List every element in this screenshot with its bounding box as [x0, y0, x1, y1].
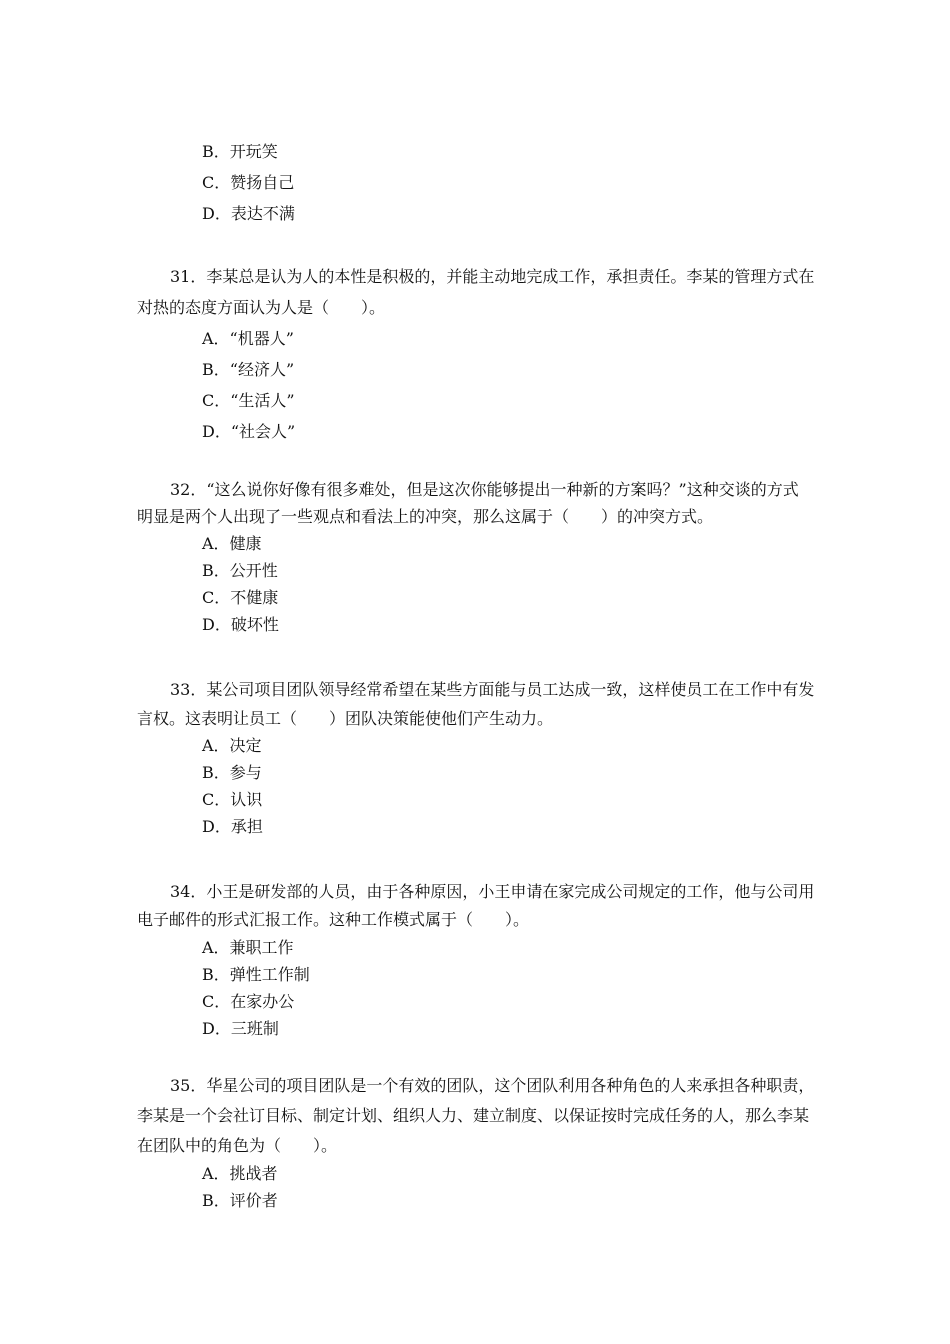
- option-q35-a: A．挑战者: [202, 1164, 278, 1183]
- question-31-line-1: 31．李某总是认为人的本性是积极的，并能主动地完成工作，承担责任。李某的管理方式在: [170, 267, 815, 286]
- question-34-line-1: 34．小王是研发部的人员，由于各种原因，小王申请在家完成公司规定的工作，他与公司用: [170, 882, 815, 901]
- option-q34-b: B．弹性工作制: [202, 965, 310, 984]
- question-33-line-1: 33．某公司项目团队领导经常希望在某些方面能与员工达成一致，这样使员工在工作中有发: [170, 680, 815, 699]
- option-q34-c: C．在家办公: [202, 992, 295, 1011]
- question-35-line-2: 李某是一个会社订目标、制定计划、组织人力、建立制度、以保证按时完成任务的人，那么李某: [137, 1106, 810, 1125]
- option-q32-b: B．公开性: [202, 561, 278, 580]
- option-q34-d: D．三班制: [202, 1019, 279, 1038]
- question-32-line-2: 明显是两个人出现了一些观点和看法上的冲突，那么这属于（ ）的冲突方式。: [137, 507, 714, 526]
- option-q33-d: D．承担: [202, 817, 263, 836]
- option-q30-c: C．赞扬自己: [202, 173, 295, 192]
- option-q35-b: B．评价者: [202, 1191, 278, 1210]
- question-34-line-2: 电子邮件的形式汇报工作。这种工作模式属于（ ）。: [137, 910, 530, 929]
- option-q33-a: A．决定: [202, 736, 262, 755]
- option-q31-b: B．“经济人”: [202, 360, 295, 379]
- option-q33-b: B．参与: [202, 763, 262, 782]
- question-32-line-1: 32．“这么说你好像有很多难处，但是这次你能够提出一种新的方案吗？”这种交谈的方式: [170, 480, 799, 499]
- option-q32-c: C．不健康: [202, 588, 279, 607]
- option-q31-a: A．“机器人”: [202, 329, 294, 348]
- question-31-line-2: 对热的态度方面认为人是（ ）。: [137, 298, 386, 317]
- option-q30-b: B．开玩笑: [202, 142, 278, 161]
- option-q32-d: D．破坏性: [202, 615, 279, 634]
- option-q33-c: C．认识: [202, 790, 263, 809]
- option-q34-a: A．兼职工作: [202, 938, 294, 957]
- option-q31-c: C．“生活人”: [202, 391, 295, 410]
- option-q31-d: D．“社会人”: [202, 422, 296, 441]
- option-q32-a: A．健康: [202, 534, 262, 553]
- option-q30-d: D．表达不满: [202, 204, 295, 223]
- question-33-line-2: 言权。这表明让员工（ ）团队决策能使他们产生动力。: [137, 709, 554, 728]
- question-35-line-3: 在团队中的角色为（ ）。: [137, 1136, 338, 1155]
- question-35-line-1: 35．华星公司的项目团队是一个有效的团队，这个团队利用各种角色的人来承担各种职责，: [170, 1076, 815, 1095]
